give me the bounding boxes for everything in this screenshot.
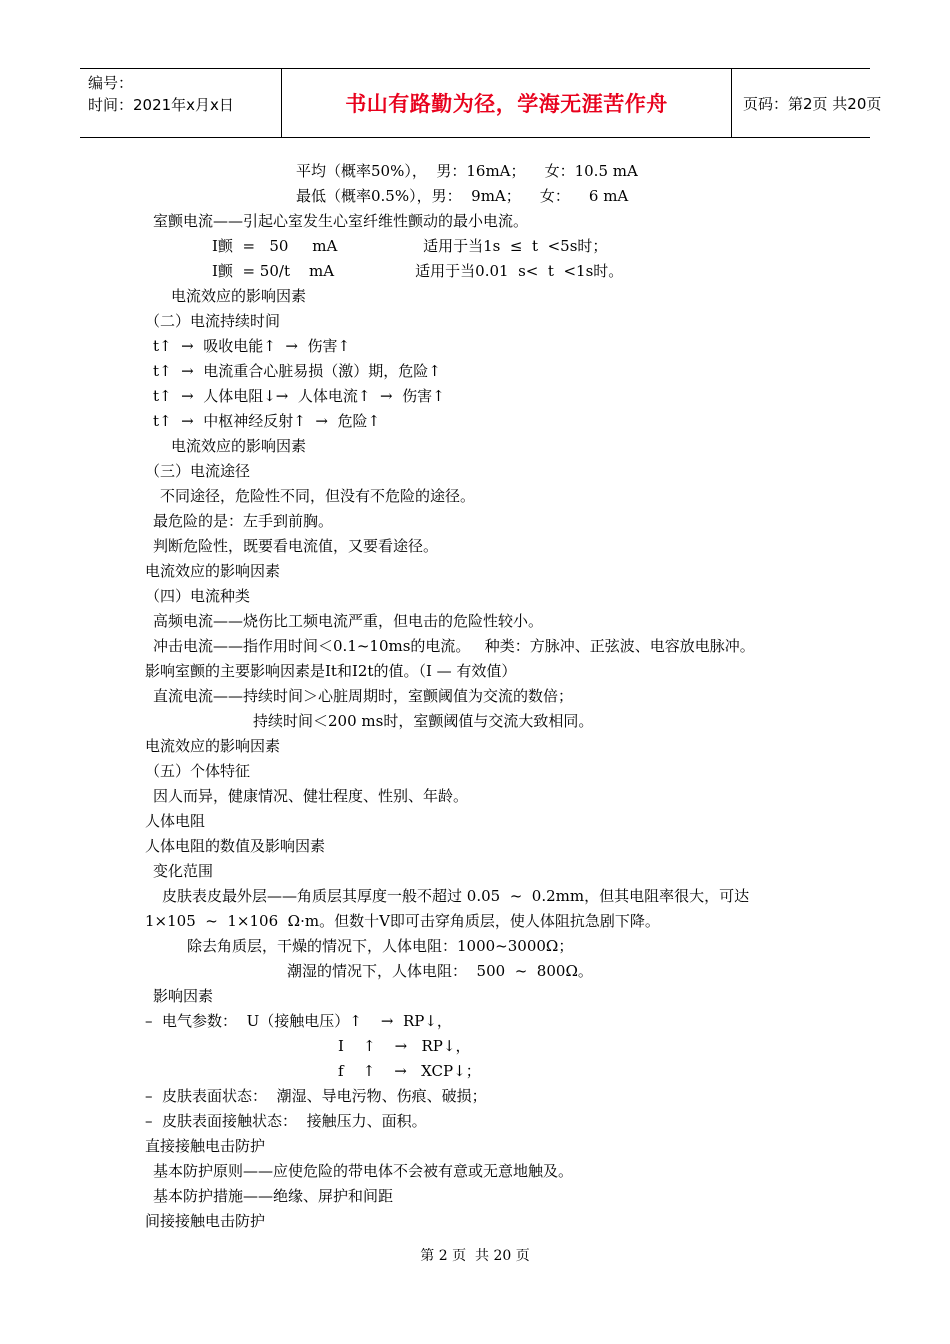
text-line: 因人而异，健康情况、健壮程度、性别、年龄。 (153, 787, 469, 805)
text-line: 最危险的是：左手到前胸。 (153, 512, 334, 530)
text-line: 不同途径，危险性不同，但没有不危险的途径。 (160, 487, 476, 505)
text-line: I颤 = 50/t mA 适用于当0.01 s< t <1s时。 (212, 262, 624, 280)
list-item: – 皮肤表面状态： 潮湿、导电污物、伤痕、破损； (145, 1087, 487, 1105)
text-line: t↑ → 吸收电能↑ → 伤害↑ (153, 337, 351, 355)
text-line: 除去角质层，干燥的情况下，人体电阻：1000~3000Ω； (187, 937, 574, 955)
document-date-label: 时间：2021年x月x日 (88, 96, 234, 114)
text-line: 基本防护措施——绝缘、屏护和间距 (153, 1187, 394, 1205)
text-line: t↑ → 人体电阻↓→ 人体电流↑ → 伤害↑ (153, 387, 445, 405)
text-line: 冲击电流——指作用时间＜0.1~10ms的电流。 种类：方脉冲、正弦波、电容放电脉冲。 (153, 637, 755, 655)
section-heading: 电流效应的影响因素 (171, 437, 307, 455)
text-line: 平均（概率50%）， 男：16mA； 女：10.5 mA (296, 162, 638, 180)
text-line: 皮肤表皮最外层——角质层其厚度一般不超过 0.05 ~ 0.2mm，但其电阻率很大，可达 (162, 887, 750, 905)
list-item: – 皮肤表面接触状态： 接触压力、面积。 (145, 1112, 427, 1130)
text-line: 高频电流——烧伤比工频电流严重，但电击的危险性较小。 (153, 612, 544, 630)
page-header (80, 68, 882, 138)
header-motto: 书山有路勤为径，学海无涯苦作舟 (282, 69, 732, 137)
header-page-number: 页码：第2页 共20页 (743, 94, 882, 113)
document-number-label: 编号： (88, 74, 134, 92)
section-heading: 人体电阻的数值及影响因素 (145, 837, 326, 855)
subsection-heading: （四）电流种类 (145, 587, 251, 605)
subsection-heading: （二）电流持续时间 (145, 312, 281, 330)
text-line: I ↑ → RP↓， (338, 1037, 471, 1055)
text-line: t↑ → 电流重合心脏易损（激）期，危险↑ (153, 362, 441, 380)
section-heading: 间接接触电击防护 (145, 1212, 266, 1230)
subsection-heading: （三）电流途径 (145, 462, 251, 480)
section-heading: 直接接触电击防护 (145, 1137, 266, 1155)
header-info-cell (80, 69, 282, 137)
list-item: – 电气参数： U（接触电压）↑ → RP↓， (145, 1012, 452, 1030)
text-line: f ↑ → XCP↓； (338, 1062, 481, 1080)
section-heading: 电流效应的影响因素 (145, 562, 281, 580)
text-line: 判断危险性，既要看电流值，又要看途径。 (153, 537, 439, 555)
text-line: 潮湿的情况下，人体电阻： 500 ~ 800Ω。 (287, 962, 593, 980)
text-line: I颤 = 50 mA 适用于当1s ≤ t <5s时； (212, 237, 608, 255)
text-line: 最低（概率0.5%），男： 9mA； 女： 6 mA (296, 187, 629, 205)
text-line: 影响室颤的主要影响因素是It和I2t的值。（I — 有效值） (145, 662, 517, 680)
section-heading: 电流效应的影响因素 (145, 737, 281, 755)
text-line: t↑ → 中枢神经反射↑ → 危险↑ (153, 412, 381, 430)
text-line: 室颤电流——引起心室发生心室纤维性颤动的最小电流。 (153, 212, 529, 230)
page-footer: 第 2 页 共 20 页 (420, 1248, 530, 1264)
section-heading: 电流效应的影响因素 (171, 287, 307, 305)
text-line: 直流电流——持续时间＞心脏周期时，室颤阈值为交流的数倍； (153, 687, 574, 705)
text-line: 基本防护原则——应使危险的带电体不会被有意或无意地触及。 (153, 1162, 574, 1180)
section-heading: 人体电阻 (145, 812, 206, 830)
subsection-heading: 影响因素 (153, 987, 214, 1005)
subsection-heading: 变化范围 (153, 862, 214, 880)
text-line: 1×105 ~ 1×106 Ω·m。但数十V即可击穿角质层，使人体阻抗急剧下降。 (145, 912, 660, 930)
subsection-heading: （五）个体特征 (145, 762, 251, 780)
text-line: 持续时间＜200 ms时，室颤阈值与交流大致相同。 (253, 712, 594, 730)
